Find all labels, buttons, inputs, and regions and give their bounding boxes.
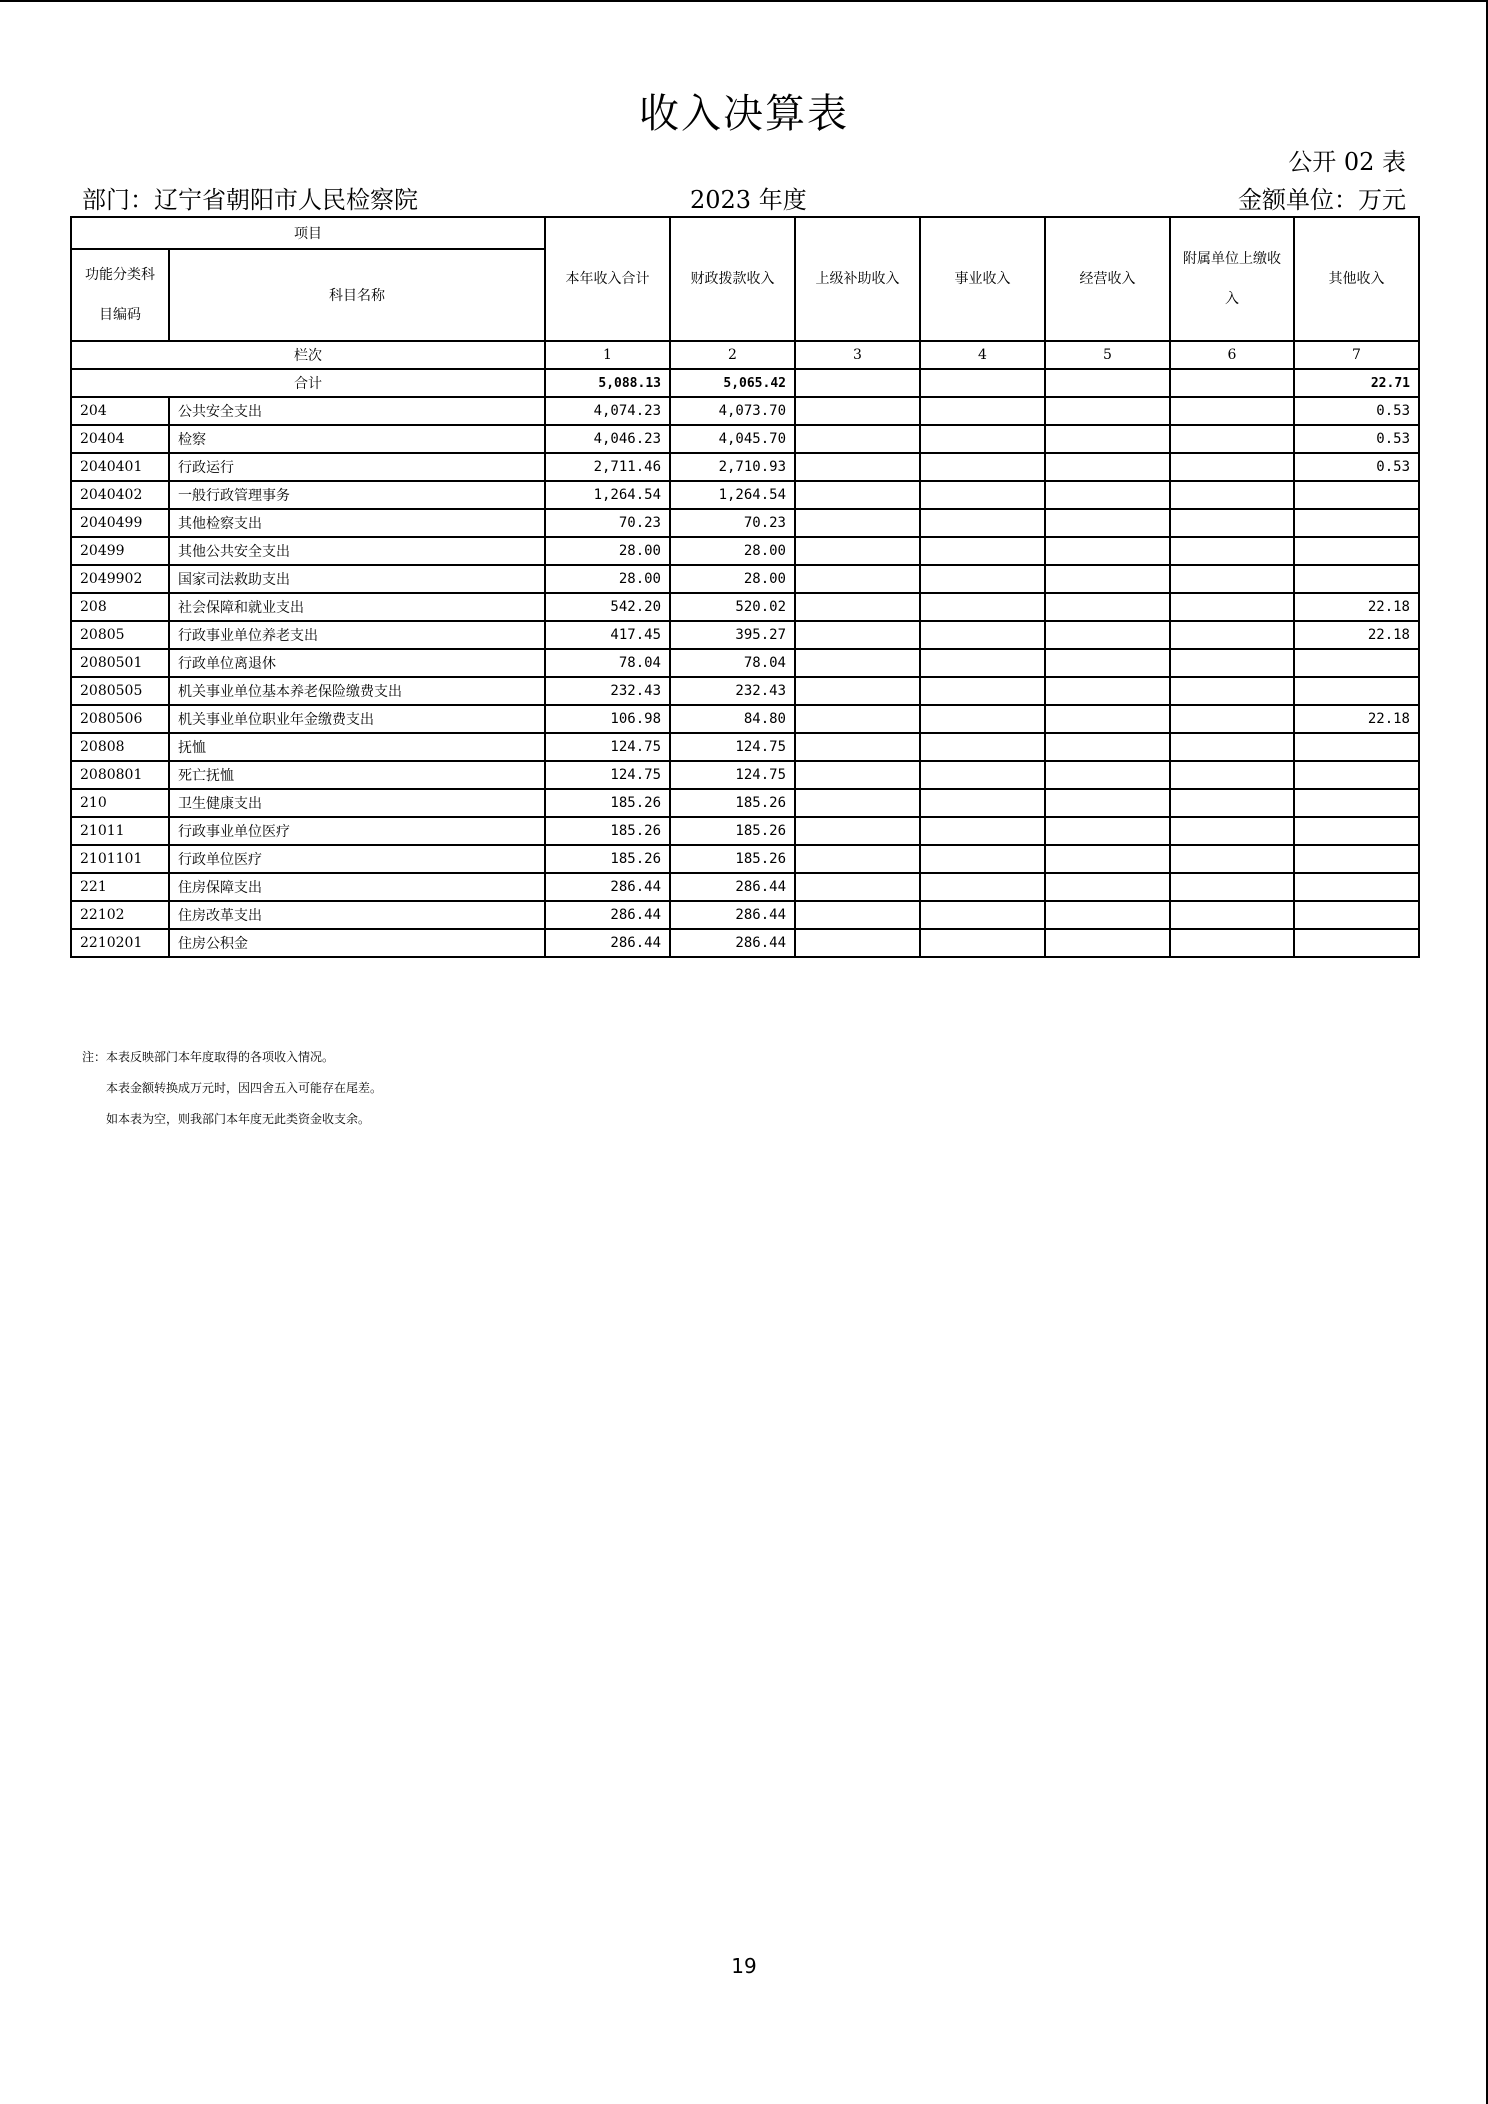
total-value: 5,088.13 [545,369,670,397]
row-value [1294,761,1419,789]
row-value [920,845,1045,873]
row-value [795,509,920,537]
row-value [795,621,920,649]
total-value: 5,065.42 [670,369,795,397]
row-code: 2210201 [71,929,169,957]
row-code: 2080501 [71,649,169,677]
row-value [1045,565,1170,593]
row-code: 20499 [71,537,169,565]
table-row [71,509,1419,537]
row-name: 住房公积金 [169,929,545,957]
header-col-4: 事业收入 [920,217,1045,341]
row-value [1045,873,1170,901]
row-value [920,481,1045,509]
row-name: 机关事业单位职业年金缴费支出 [169,705,545,733]
row-value [920,929,1045,957]
row-name: 检察 [169,425,545,453]
row-code: 2080801 [71,761,169,789]
row-value [1045,761,1170,789]
row-value [795,901,920,929]
table-row [71,649,1419,677]
header-col-1: 本年收入合计 [545,217,670,341]
row-value [1170,397,1294,425]
row-value: 28.00 [545,565,670,593]
row-value: 185.26 [545,789,670,817]
row-name: 公共安全支出 [169,397,545,425]
row-value [1170,817,1294,845]
row-value [1294,901,1419,929]
row-value: 124.75 [545,733,670,761]
row-value: 286.44 [545,873,670,901]
row-value [1294,929,1419,957]
row-value [1045,621,1170,649]
row-code: 2080505 [71,677,169,705]
row-value: 286.44 [670,873,795,901]
row-value: 520.02 [670,593,795,621]
row-code: 2101101 [71,845,169,873]
table-row [71,789,1419,817]
page-top-border [0,0,1488,2]
row-value [920,817,1045,845]
row-value [795,425,920,453]
row-value [920,733,1045,761]
row-value [1045,537,1170,565]
row-value: 417.45 [545,621,670,649]
table-row [71,425,1419,453]
row-value [920,453,1045,481]
row-value: 395.27 [670,621,795,649]
row-value [795,761,920,789]
row-value [1170,789,1294,817]
column-number: 7 [1294,341,1419,369]
table-row [71,817,1419,845]
row-value [1045,509,1170,537]
table-row [71,761,1419,789]
row-value [1294,873,1419,901]
row-value: 185.26 [670,845,795,873]
row-value: 232.43 [545,677,670,705]
row-value [795,565,920,593]
row-value [1170,593,1294,621]
row-value [920,705,1045,733]
row-value: 286.44 [545,901,670,929]
row-value [920,649,1045,677]
row-name: 其他检察支出 [169,509,545,537]
header-code: 功能分类科目编码 [71,249,169,341]
row-code: 22102 [71,901,169,929]
row-value [795,817,920,845]
row-value: 106.98 [545,705,670,733]
row-code: 20808 [71,733,169,761]
total-value [920,369,1045,397]
table-row [71,453,1419,481]
row-code: 20805 [71,621,169,649]
row-value: 286.44 [545,929,670,957]
row-value [1045,901,1170,929]
table-row [71,705,1419,733]
row-value [920,425,1045,453]
row-value [795,649,920,677]
row-value [1294,789,1419,817]
row-value [1294,845,1419,873]
page-title: 收入决算表 [639,91,849,137]
column-number: 6 [1170,341,1294,369]
total-value [795,369,920,397]
row-value [1170,481,1294,509]
row-value: 185.26 [545,845,670,873]
row-name: 社会保障和就业支出 [169,593,545,621]
row-value [795,397,920,425]
row-value [1045,817,1170,845]
column-number: 4 [920,341,1045,369]
row-name: 行政事业单位医疗 [169,817,545,845]
table-row [71,621,1419,649]
row-value: 4,045.70 [670,425,795,453]
row-value: 0.53 [1294,425,1419,453]
row-value [1045,649,1170,677]
row-value [1294,733,1419,761]
row-value: 542.20 [545,593,670,621]
column-number: 2 [670,341,795,369]
form-number: 公开 02 表 [1288,148,1406,176]
row-value: 84.80 [670,705,795,733]
row-value [1170,621,1294,649]
header-col-2: 财政拨款收入 [670,217,795,341]
row-value [1294,677,1419,705]
row-name: 国家司法救助支出 [169,565,545,593]
row-value [1170,929,1294,957]
table-row [71,901,1419,929]
row-value [1294,509,1419,537]
row-name: 行政单位医疗 [169,845,545,873]
row-value: 286.44 [670,901,795,929]
header-row-top [71,217,1419,249]
row-value [795,593,920,621]
row-value [795,733,920,761]
table-row [71,845,1419,873]
page-number: 19 [731,1954,757,1978]
table-row [71,873,1419,901]
row-value [1294,537,1419,565]
row-value [795,537,920,565]
row-value [920,621,1045,649]
row-value [1170,565,1294,593]
row-value [920,537,1045,565]
row-value [1045,929,1170,957]
row-value: 70.23 [670,509,795,537]
table-row [71,929,1419,957]
row-value [1170,873,1294,901]
total-value [1170,369,1294,397]
row-value [1170,705,1294,733]
table-row [71,593,1419,621]
row-value [1294,565,1419,593]
table-row [71,733,1419,761]
column-number-row [71,341,1419,369]
row-name: 行政单位离退休 [169,649,545,677]
row-name: 机关事业单位基本养老保险缴费支出 [169,677,545,705]
row-value: 78.04 [670,649,795,677]
row-name: 卫生健康支出 [169,789,545,817]
row-value [920,761,1045,789]
row-value: 185.26 [670,817,795,845]
row-value: 286.44 [670,929,795,957]
table-row [71,537,1419,565]
table-row [71,565,1419,593]
row-value [1045,481,1170,509]
row-value: 22.18 [1294,705,1419,733]
row-value: 1,264.54 [545,481,670,509]
row-value [1170,649,1294,677]
row-value: 2,711.46 [545,453,670,481]
row-value: 185.26 [545,817,670,845]
row-code: 2040401 [71,453,169,481]
row-name: 一般行政管理事务 [169,481,545,509]
row-value: 4,074.23 [545,397,670,425]
row-name: 住房改革支出 [169,901,545,929]
row-value [1045,397,1170,425]
row-value [1045,677,1170,705]
row-name: 住房保障支出 [169,873,545,901]
column-label: 栏次 [71,341,545,369]
row-code: 21011 [71,817,169,845]
header-col-6: 附属单位上缴收入 [1170,217,1294,341]
row-value [1170,509,1294,537]
row-value: 4,046.23 [545,425,670,453]
row-value [1045,789,1170,817]
row-code: 2040402 [71,481,169,509]
note-line: 注：本表反映部门本年度取得的各项收入情况。 [82,1050,335,1064]
row-value [1170,453,1294,481]
total-label: 合计 [71,369,545,397]
row-value: 22.18 [1294,621,1419,649]
row-value [1294,817,1419,845]
table-notes [82,1042,382,1135]
row-code: 210 [71,789,169,817]
row-code: 208 [71,593,169,621]
row-value [1170,425,1294,453]
row-value: 28.00 [545,537,670,565]
row-value: 232.43 [670,677,795,705]
row-value: 185.26 [670,789,795,817]
table-row [71,481,1419,509]
row-value [1045,425,1170,453]
row-value [1170,733,1294,761]
row-value: 0.53 [1294,453,1419,481]
header-project: 项目 [71,217,545,249]
header-col-3: 上级补助收入 [795,217,920,341]
row-value: 124.75 [670,733,795,761]
row-value [795,677,920,705]
note-line: 本表金额转换成万元时，因四舍五入可能存在尾差。 [106,1081,383,1095]
row-value [795,789,920,817]
fiscal-year: 2023 年度 [690,186,807,214]
row-value [1045,593,1170,621]
row-value [795,705,920,733]
row-name: 行政事业单位养老支出 [169,621,545,649]
header-col-5: 经营收入 [1045,217,1170,341]
row-value [920,901,1045,929]
row-name: 其他公共安全支出 [169,537,545,565]
row-value: 70.23 [545,509,670,537]
row-code: 2080506 [71,705,169,733]
row-value [1170,677,1294,705]
row-value [1045,845,1170,873]
row-value [795,873,920,901]
row-value [920,397,1045,425]
total-value [1045,369,1170,397]
amount-unit: 金额单位：万元 [1238,186,1406,214]
column-number: 3 [795,341,920,369]
department-label: 部门：辽宁省朝阳市人民检察院 [82,186,418,214]
row-value: 2,710.93 [670,453,795,481]
row-code: 221 [71,873,169,901]
note-line: 如本表为空，则我部门本年度无此类资金收支余。 [106,1112,371,1126]
row-name: 抚恤 [169,733,545,761]
row-code: 2040499 [71,509,169,537]
income-table [70,216,1420,958]
row-name: 行政运行 [169,453,545,481]
table-row [71,677,1419,705]
row-value: 78.04 [545,649,670,677]
row-value [1294,649,1419,677]
row-value [795,929,920,957]
header-col-7: 其他收入 [1294,217,1419,341]
row-value: 22.18 [1294,593,1419,621]
row-value: 124.75 [545,761,670,789]
row-code: 2049902 [71,565,169,593]
row-value [920,593,1045,621]
row-value [1170,901,1294,929]
row-value [1170,845,1294,873]
row-value: 124.75 [670,761,795,789]
row-value [920,789,1045,817]
row-value [1045,453,1170,481]
row-value [795,845,920,873]
column-number: 1 [545,341,670,369]
row-value [795,481,920,509]
header-name: 科目名称 [169,249,545,341]
row-value [795,453,920,481]
row-value: 4,073.70 [670,397,795,425]
row-value [1170,537,1294,565]
row-value [920,873,1045,901]
row-value: 28.00 [670,537,795,565]
row-value [1045,733,1170,761]
row-value [920,565,1045,593]
row-code: 20404 [71,425,169,453]
row-value [1170,761,1294,789]
row-value: 1,264.54 [670,481,795,509]
row-value [1045,705,1170,733]
row-value [1294,481,1419,509]
column-number: 5 [1045,341,1170,369]
row-value: 0.53 [1294,397,1419,425]
table-row [71,397,1419,425]
row-name: 死亡抚恤 [169,761,545,789]
row-value [920,509,1045,537]
row-value: 28.00 [670,565,795,593]
row-value [920,677,1045,705]
total-value: 22.71 [1294,369,1419,397]
row-code: 204 [71,397,169,425]
total-row [71,369,1419,397]
